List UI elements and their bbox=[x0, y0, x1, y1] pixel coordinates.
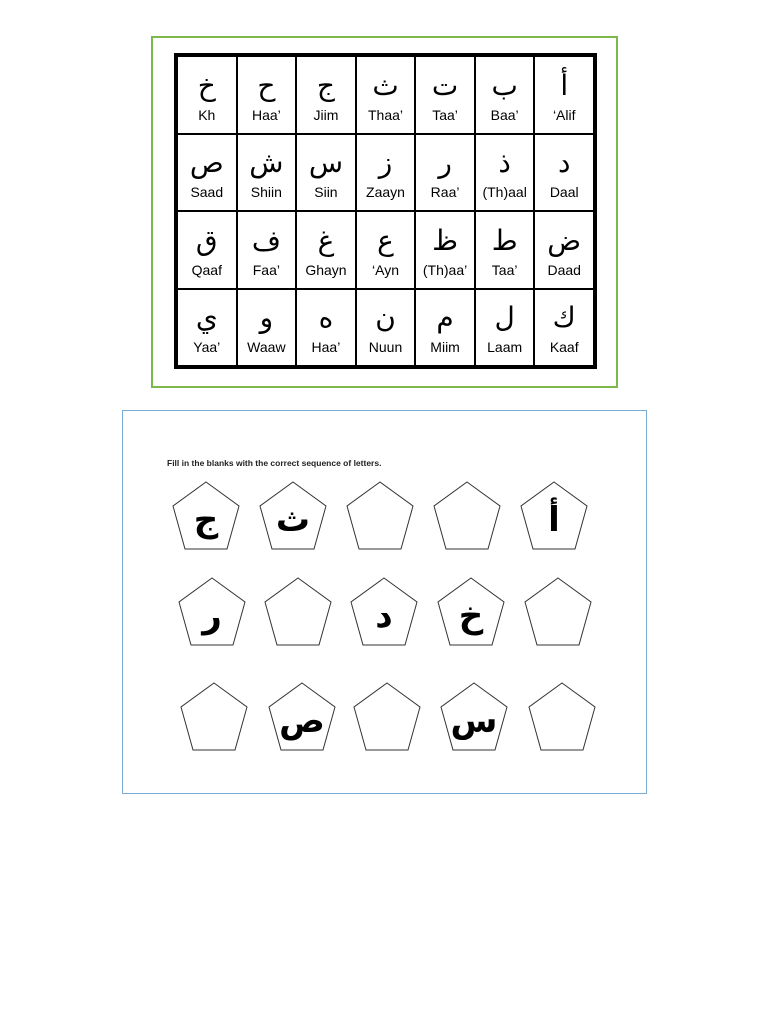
letter-name: Taa’ bbox=[491, 261, 518, 278]
arabic-letter: ع bbox=[377, 223, 394, 257]
pentagon-text bbox=[523, 577, 593, 647]
letter-name: ‘Ayn bbox=[372, 261, 399, 278]
pentagon-text bbox=[263, 577, 333, 647]
arabic-letter: غ bbox=[317, 223, 335, 257]
arabic-letter: خ bbox=[197, 68, 216, 102]
pentagon-letter bbox=[439, 682, 509, 752]
arabic-letter: ث bbox=[372, 68, 399, 102]
letter-name: Ghayn bbox=[305, 261, 347, 278]
arabic-letter: ب bbox=[491, 68, 518, 102]
letter-name: Taa’ bbox=[432, 106, 458, 123]
pentagon-blank[interactable] bbox=[527, 682, 597, 752]
alphabet-cell bbox=[237, 289, 297, 367]
letter-name: Saad bbox=[190, 184, 224, 201]
arabic-letter: أ bbox=[560, 68, 569, 102]
arabic-letter: و bbox=[259, 301, 274, 335]
arabic-letter: ر bbox=[438, 146, 452, 180]
alphabet-cell bbox=[296, 211, 356, 289]
letter-name: Haa’ bbox=[311, 339, 341, 356]
letter-name: Nuun bbox=[368, 339, 403, 356]
letter-name: Thaa’ bbox=[367, 106, 404, 123]
alphabet-cell bbox=[237, 134, 297, 212]
pentagon-text: ص bbox=[279, 701, 325, 741]
letter-name: Zaayn bbox=[366, 184, 405, 201]
pentagon-letter bbox=[267, 682, 337, 752]
alphabet-cell bbox=[296, 56, 356, 134]
pentagon-blank[interactable] bbox=[352, 682, 422, 752]
letter-name: Shiin bbox=[250, 184, 282, 201]
letter-name: Daal bbox=[549, 184, 579, 201]
arabic-letter: ز bbox=[378, 146, 393, 180]
letter-name: Faa’ bbox=[252, 261, 280, 278]
alphabet-cell bbox=[296, 289, 356, 367]
alphabet-cell bbox=[356, 289, 416, 367]
alphabet-cell bbox=[415, 134, 475, 212]
letter-name: Miim bbox=[430, 339, 460, 356]
letter-name: Waaw bbox=[247, 339, 286, 356]
letter-name: Yaa’ bbox=[193, 339, 221, 356]
letter-name: ‘Alif bbox=[552, 106, 576, 123]
pentagon-blank[interactable] bbox=[523, 577, 593, 647]
letter-name: Jiim bbox=[313, 106, 339, 123]
alphabet-cell bbox=[177, 289, 237, 367]
arabic-letter: ل bbox=[494, 301, 515, 335]
alphabet-cell bbox=[475, 289, 535, 367]
arabic-letter: ذ bbox=[498, 146, 511, 180]
pentagon-text: ث bbox=[275, 500, 311, 540]
letter-name: Kh bbox=[198, 106, 216, 123]
alphabet-cell bbox=[534, 289, 594, 367]
pentagon-text: د bbox=[375, 596, 393, 636]
pentagon-blank[interactable] bbox=[179, 682, 249, 752]
letter-name: Raa’ bbox=[430, 184, 460, 201]
arabic-letter: م bbox=[436, 301, 454, 335]
worksheet-panel bbox=[122, 410, 647, 794]
pentagon-text: س bbox=[450, 701, 498, 741]
pentagon-text bbox=[432, 481, 502, 551]
alphabet-cell bbox=[475, 211, 535, 289]
pentagon-text: ر bbox=[202, 596, 222, 636]
alphabet-cell bbox=[237, 56, 297, 134]
arabic-letter: ص bbox=[189, 146, 224, 180]
letter-name: Daad bbox=[547, 261, 581, 278]
alphabet-cell bbox=[415, 289, 475, 367]
arabic-letter: ج bbox=[316, 68, 335, 102]
pentagon-letter bbox=[177, 577, 247, 647]
arabic-letter: ظ bbox=[432, 223, 459, 257]
arabic-letter: ي bbox=[195, 301, 218, 335]
letter-name: Laam bbox=[487, 339, 523, 356]
pentagon-text: ج bbox=[193, 500, 219, 540]
pentagon-letter bbox=[349, 577, 419, 647]
alphabet-cell bbox=[534, 211, 594, 289]
alphabet-cell bbox=[296, 134, 356, 212]
alphabet-cell bbox=[534, 56, 594, 134]
worksheet-instruction: Fill in the blanks with the correct sequence of letters. bbox=[167, 458, 382, 468]
alphabet-cell bbox=[475, 134, 535, 212]
arabic-letter: ح bbox=[257, 68, 276, 102]
alphabet-cell bbox=[356, 134, 416, 212]
arabic-letter: ن bbox=[375, 301, 396, 335]
pentagon-letter bbox=[171, 481, 241, 551]
pentagon-text: أ bbox=[548, 500, 560, 540]
letter-name: (Th)aa’ bbox=[422, 261, 468, 278]
pentagon-text bbox=[352, 682, 422, 752]
pentagon-letter bbox=[258, 481, 328, 551]
arabic-letter: ه bbox=[318, 301, 334, 335]
letter-name: Kaaf bbox=[549, 339, 579, 356]
pentagon-blank[interactable] bbox=[263, 577, 333, 647]
arabic-letter: ف bbox=[251, 223, 281, 257]
pentagon-letter bbox=[436, 577, 506, 647]
alphabet-cell bbox=[415, 56, 475, 134]
alphabet-cell bbox=[356, 211, 416, 289]
arabic-letter: ض bbox=[547, 223, 582, 257]
letter-name: (Th)aal bbox=[482, 184, 527, 201]
alphabet-cell bbox=[415, 211, 475, 289]
pentagon-blank[interactable] bbox=[345, 481, 415, 551]
alphabet-cell bbox=[237, 211, 297, 289]
pentagon-text bbox=[345, 481, 415, 551]
pentagon-text: خ bbox=[458, 596, 484, 636]
arabic-letter: س bbox=[308, 146, 344, 180]
alphabet-cell bbox=[177, 211, 237, 289]
alphabet-chart-frame bbox=[151, 36, 618, 388]
alphabet-grid bbox=[174, 53, 597, 369]
pentagon-text bbox=[179, 682, 249, 752]
alphabet-cell bbox=[177, 134, 237, 212]
pentagon-blank[interactable] bbox=[432, 481, 502, 551]
letter-name: Qaaf bbox=[191, 261, 222, 278]
letter-name: Siin bbox=[314, 184, 338, 201]
arabic-letter: د bbox=[557, 146, 571, 180]
arabic-letter: ط bbox=[491, 223, 518, 257]
letter-name: Haa’ bbox=[251, 106, 281, 123]
alphabet-cell bbox=[475, 56, 535, 134]
alphabet-cell bbox=[177, 56, 237, 134]
arabic-letter: ك bbox=[552, 301, 576, 335]
arabic-letter: ت bbox=[431, 68, 459, 102]
alphabet-cell bbox=[534, 134, 594, 212]
arabic-letter: ش bbox=[249, 146, 284, 180]
arabic-letter: ق bbox=[195, 223, 218, 257]
alphabet-cell bbox=[356, 56, 416, 134]
letter-name: Baa’ bbox=[490, 106, 519, 123]
pentagon-letter bbox=[519, 481, 589, 551]
pentagon-text bbox=[527, 682, 597, 752]
